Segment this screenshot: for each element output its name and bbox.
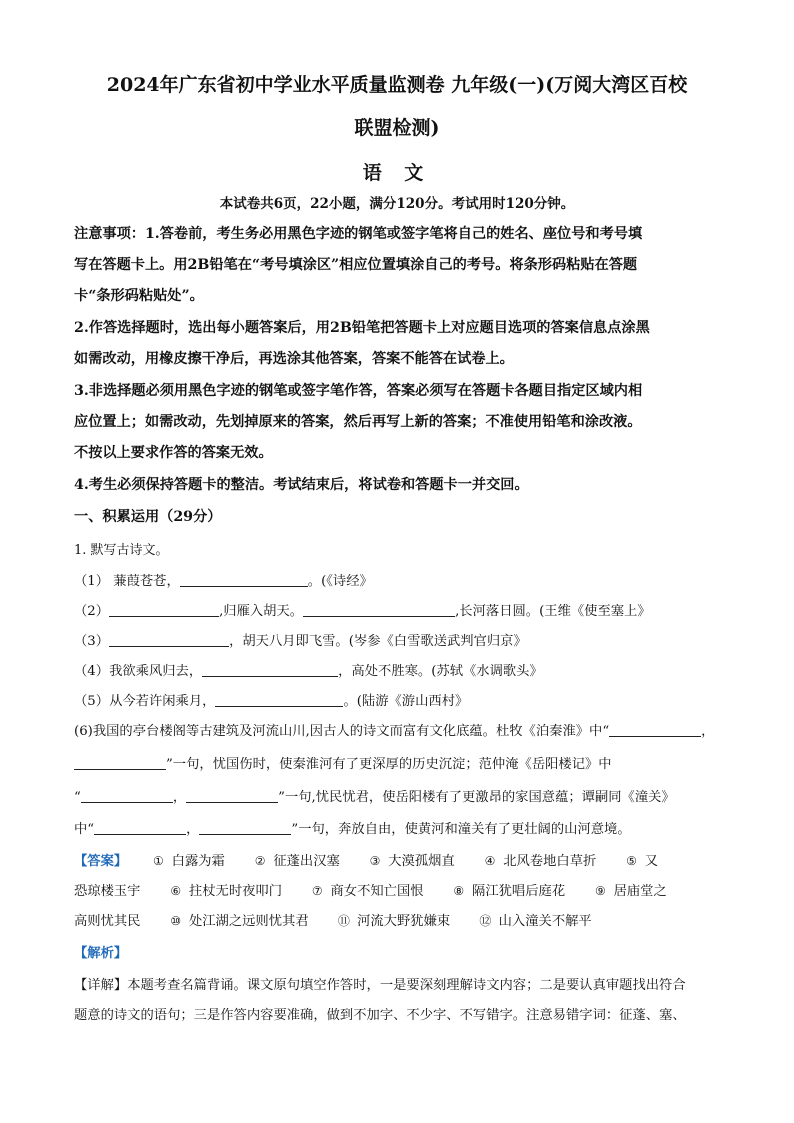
answer-item: ⑩ 处江湖之远则忧其君 [170, 914, 309, 929]
item-text: 。(《诗经》 [307, 574, 373, 589]
answer-item: ⑧ 隔江犹唱后庭花 [453, 884, 566, 899]
answer-blank [609, 723, 701, 737]
notice-line-7: 应位置上；如需改动，先划掉原来的答案，然后再写上新的答案；不准使用铅笔和涂改液。 [74, 414, 642, 430]
notice-line-6: 3.非选择题必须用黑色字迹的钢笔或签字笔作答，答案必须写在答题卡各题目指定区域内相 [74, 383, 643, 399]
item-text: ，胡天八月即飞雪。(岑参《白雪歌送武判官归京》 [229, 634, 527, 649]
answer-blank [74, 756, 166, 770]
item-text: ”一句,忧民忧君，使岳阳楼有了更激昂的家国意蕴；谭嗣同《潼关》 [278, 790, 675, 805]
item-number: （1） [74, 574, 110, 589]
answer-blank [109, 633, 229, 647]
answer-line-1 [74, 850, 658, 870]
detail-text: 本题考查名篇背诵。课文原句填空作答时，一是要深刻理解诗文内容；二是要认真审题找出符合 [127, 978, 686, 993]
item-text: ”一句，忧国伤时，使秦淮河有了更深厚的历史沉淀；范仲淹《岳阳楼记》中 [166, 757, 612, 772]
item-text: ， [186, 822, 200, 837]
question-1-item-5 [74, 690, 468, 709]
answer-item: ④ 北风卷地白草折 [484, 854, 597, 869]
item-text: ，高处不胜寒。(苏轼《水调歌头》 [338, 664, 543, 679]
answer-item: ② 征蓬出汉塞 [254, 854, 340, 869]
answer-item: ⑥ 拄杖无时夜叩门 [170, 884, 283, 899]
item-number: （3） [74, 634, 110, 649]
question-1-item-6-line4 [74, 818, 631, 837]
answer-item: 高则忧其民 [74, 914, 141, 929]
notice-line-9: 4.考生必须保持答题卡的整洁。考试结束后，将试卷和答题卡一并交回。 [74, 477, 529, 493]
exam-title-line2: 联盟检测) [354, 117, 440, 139]
answer-blank [199, 821, 291, 835]
question-1-item-1 [74, 570, 373, 589]
detail-label: 【详解】 [74, 978, 128, 993]
answer-item: ⑦ 商女不知亡国恨 [311, 884, 424, 899]
answer-item: ⑤ 又 [626, 854, 659, 869]
answer-blank [180, 573, 308, 587]
item-text: “ [74, 790, 81, 805]
question-1-item-3 [74, 630, 527, 649]
item-text: 中“ [74, 822, 95, 837]
answer-item: 恐琼楼玉宇 [74, 884, 141, 899]
item-number: （5） [74, 694, 110, 709]
section-heading: 一、积累运用（29分） [74, 509, 222, 525]
answer-line-3 [74, 910, 614, 930]
question-1-item-6-line3 [74, 786, 675, 805]
exam-info: 本试卷共6页，22小题，满分120分。考试用时120分钟。 [219, 196, 575, 212]
item-text: ”一句，奔放自由，使黄河和潼关有了更壮阔的山河意境。 [291, 822, 631, 837]
answer-item: ⑪ 河流大野犹嫌束 [337, 914, 451, 929]
notice-line-4: 2.作答选择题时，选出每小题答案后，用2B铅笔把答题卡上对应题目选项的答案信息点涂黑 [74, 320, 650, 336]
notice-line-5: 如需改动，用橡皮擦干净后，再选涂其他答案，答案不能答在试卷上。 [74, 351, 514, 367]
exam-title-line1: 2024年广东省初中学业水平质量监测卷 九年级(一)(万阅大湾区百校 [106, 74, 688, 96]
answer-label: 【答案】 [74, 854, 128, 869]
question-1-item-4 [74, 660, 543, 679]
notice-line-8: 不按以上要求作答的答案无效。 [74, 445, 273, 461]
answer-blank [215, 693, 343, 707]
item-text: 我欲乘风归去， [109, 664, 203, 679]
item-number: （4） [74, 664, 110, 679]
detail-line-1 [74, 974, 686, 993]
answer-item: ③ 大漠孤烟直 [369, 854, 455, 869]
subject-title: 语 文 [362, 162, 432, 184]
answer-blank [109, 603, 219, 617]
answer-blank [186, 789, 278, 803]
item-text: ， [172, 790, 187, 805]
item-text: (6)我国的亭台楼阁等古建筑及河流山川,因古人的诗文而富有文化底蕴。杜牧《泊秦淮》中“ [74, 724, 610, 739]
question-1-item-2 [74, 600, 651, 619]
item-text: 蒹葭苍苍， [113, 574, 180, 589]
item-number: （2） [74, 604, 110, 619]
item-text: ,归雁入胡天。 [219, 604, 304, 619]
answer-item: ⑫ 山入潼关不解平 [479, 914, 592, 929]
item-text: ,长河落日圆。(王维《使至塞上》 [455, 604, 651, 619]
answer-blank [202, 663, 338, 677]
item-text: ， [701, 724, 715, 739]
answer-line-2 [74, 880, 667, 900]
notice-line-2: 写在答题卡上。用2B铅笔在“考号填涂区”相应位置填涂自己的考号。将条形码粘贴在答题 [74, 257, 638, 273]
answer-blank [81, 789, 173, 803]
notice-line-1: 注意事项：1.答卷前，考生务必用黑色字迹的钢笔或签字笔将自己的姓名、座位号和考号填 [74, 226, 643, 242]
analysis-label: 【解析】 [74, 946, 128, 961]
question-1-stem: 1. 默写古诗文。 [74, 543, 169, 558]
notice-line-3: 卡“条形码粘贴处”。 [74, 288, 204, 304]
item-text: 。(陆游《游山西村》 [343, 694, 469, 709]
answer-blank [94, 821, 186, 835]
answer-blank [303, 603, 455, 617]
answer-item: ① 白露为霜 [153, 854, 225, 869]
answer-item: ⑨ 居庙堂之 [594, 884, 667, 899]
question-1-item-6-line1 [74, 720, 714, 739]
item-text: 从今若许闲乘月， [109, 694, 216, 709]
question-1-item-6-line2 [74, 753, 612, 772]
analysis-heading [74, 942, 127, 961]
detail-line-2: 题意的诗文的语句；三是作答内容要准确，做到不加字、不少字、不写错字。注意易错字词：征蓬、塞、 [74, 1008, 686, 1023]
